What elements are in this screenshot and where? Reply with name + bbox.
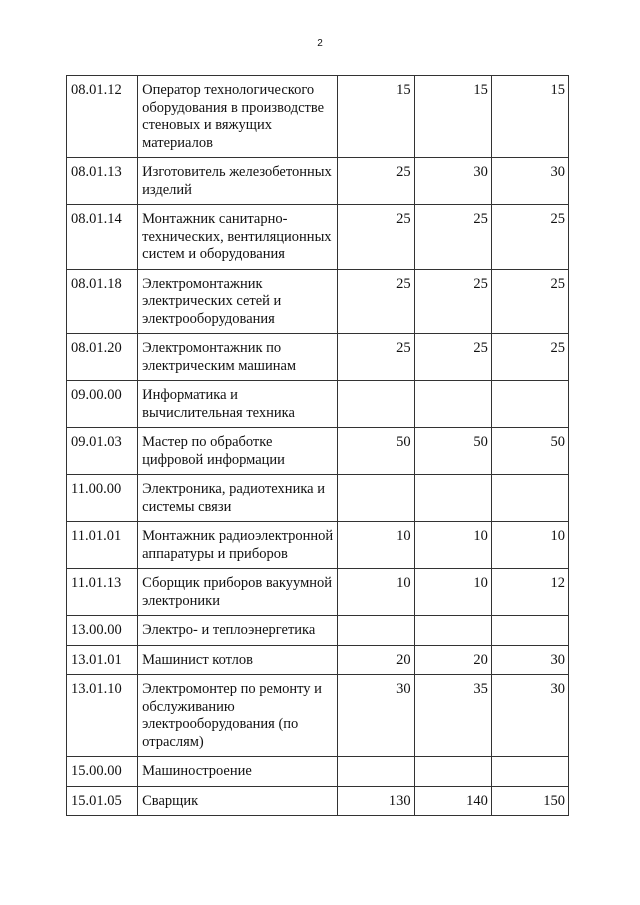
table-row xyxy=(67,757,569,787)
value-cell-3: 50 xyxy=(491,428,568,475)
table-row xyxy=(67,381,569,428)
value-cell-3 xyxy=(491,381,568,428)
table-row xyxy=(67,428,569,475)
specialty-code-cell: 08.01.18 xyxy=(67,269,138,334)
value-cell-2: 25 xyxy=(414,334,491,381)
specialty-code-cell: 13.01.01 xyxy=(67,645,138,675)
value-cell-1 xyxy=(337,757,414,787)
specialty-code-cell: 09.00.00 xyxy=(67,381,138,428)
table-row xyxy=(67,675,569,757)
specialty-code-cell: 13.00.00 xyxy=(67,616,138,646)
specialty-name-cell: Монтажник санитарно-технических, вентиляционных систем и оборудования xyxy=(138,205,337,270)
specialty-name-cell: Электромонтер по ремонту и обслуживанию электрооборудования (по отраслям) xyxy=(138,675,337,757)
specialty-code-cell: 08.01.13 xyxy=(67,158,138,205)
value-cell-3: 150 xyxy=(491,786,568,816)
specialty-code-cell: 11.00.00 xyxy=(67,475,138,522)
value-cell-2 xyxy=(414,475,491,522)
specialty-code-cell: 11.01.13 xyxy=(67,569,138,616)
value-cell-3 xyxy=(491,757,568,787)
value-cell-2: 15 xyxy=(414,76,491,158)
table-row xyxy=(67,616,569,646)
table-row xyxy=(67,158,569,205)
specialty-name-cell: Электромонтажник по электрическим машинам xyxy=(138,334,337,381)
value-cell-3: 25 xyxy=(491,269,568,334)
specialty-code-cell: 11.01.01 xyxy=(67,522,138,569)
value-cell-3 xyxy=(491,616,568,646)
value-cell-1: 25 xyxy=(337,158,414,205)
value-cell-2: 140 xyxy=(414,786,491,816)
value-cell-2 xyxy=(414,616,491,646)
specialty-code-cell: 15.00.00 xyxy=(67,757,138,787)
table-body xyxy=(67,76,569,816)
value-cell-2: 25 xyxy=(414,269,491,334)
specialty-code-cell: 08.01.14 xyxy=(67,205,138,270)
table-row xyxy=(67,569,569,616)
value-cell-1: 130 xyxy=(337,786,414,816)
value-cell-2: 30 xyxy=(414,158,491,205)
table-row xyxy=(67,269,569,334)
specialty-name-cell: Изготовитель железобетонных изделий xyxy=(138,158,337,205)
value-cell-2: 10 xyxy=(414,522,491,569)
value-cell-2: 35 xyxy=(414,675,491,757)
specialty-name-cell: Электро- и теплоэнергетика xyxy=(138,616,337,646)
value-cell-1: 25 xyxy=(337,205,414,270)
value-cell-3: 30 xyxy=(491,675,568,757)
table-row xyxy=(67,645,569,675)
value-cell-2 xyxy=(414,381,491,428)
specialty-name-cell: Монтажник радиоэлектронной аппаратуры и приборов xyxy=(138,522,337,569)
specialty-name-cell: Оператор технологического оборудования в производстве стеновых и вяжущих материалов xyxy=(138,76,337,158)
specialty-code-cell: 13.01.10 xyxy=(67,675,138,757)
value-cell-1: 25 xyxy=(337,334,414,381)
value-cell-2: 20 xyxy=(414,645,491,675)
value-cell-3: 30 xyxy=(491,645,568,675)
value-cell-3: 10 xyxy=(491,522,568,569)
specialty-name-cell: Электроника, радиотехника и системы связи xyxy=(138,475,337,522)
specialty-name-cell: Мастер по обработке цифровой информации xyxy=(138,428,337,475)
specialty-name-cell: Машиностроение xyxy=(138,757,337,787)
value-cell-1 xyxy=(337,381,414,428)
value-cell-1: 10 xyxy=(337,569,414,616)
value-cell-3: 30 xyxy=(491,158,568,205)
value-cell-3: 25 xyxy=(491,334,568,381)
value-cell-2: 50 xyxy=(414,428,491,475)
value-cell-2 xyxy=(414,757,491,787)
value-cell-3: 15 xyxy=(491,76,568,158)
value-cell-3 xyxy=(491,475,568,522)
value-cell-1: 25 xyxy=(337,269,414,334)
value-cell-2: 25 xyxy=(414,205,491,270)
specialty-name-cell: Машинист котлов xyxy=(138,645,337,675)
value-cell-1: 30 xyxy=(337,675,414,757)
value-cell-3: 25 xyxy=(491,205,568,270)
specialty-name-cell: Электромонтажник электрических сетей и электрооборудования xyxy=(138,269,337,334)
value-cell-1: 10 xyxy=(337,522,414,569)
specialties-table xyxy=(66,75,569,816)
value-cell-1 xyxy=(337,616,414,646)
table-row xyxy=(67,475,569,522)
specialty-name-cell: Сборщик приборов вакуумной электроники xyxy=(138,569,337,616)
value-cell-1: 20 xyxy=(337,645,414,675)
specialty-name-cell: Сварщик xyxy=(138,786,337,816)
specialty-name-cell: Информатика и вычислительная техника xyxy=(138,381,337,428)
specialty-code-cell: 15.01.05 xyxy=(67,786,138,816)
value-cell-2: 10 xyxy=(414,569,491,616)
specialty-code-cell: 08.01.12 xyxy=(67,76,138,158)
table-row xyxy=(67,334,569,381)
table-row xyxy=(67,205,569,270)
table-row xyxy=(67,522,569,569)
specialty-code-cell: 09.01.03 xyxy=(67,428,138,475)
value-cell-1 xyxy=(337,475,414,522)
table-row xyxy=(67,786,569,816)
specialty-code-cell: 08.01.20 xyxy=(67,334,138,381)
table-row xyxy=(67,76,569,158)
value-cell-1: 50 xyxy=(337,428,414,475)
value-cell-1: 15 xyxy=(337,76,414,158)
page-number: 2 xyxy=(317,38,323,49)
value-cell-3: 12 xyxy=(491,569,568,616)
